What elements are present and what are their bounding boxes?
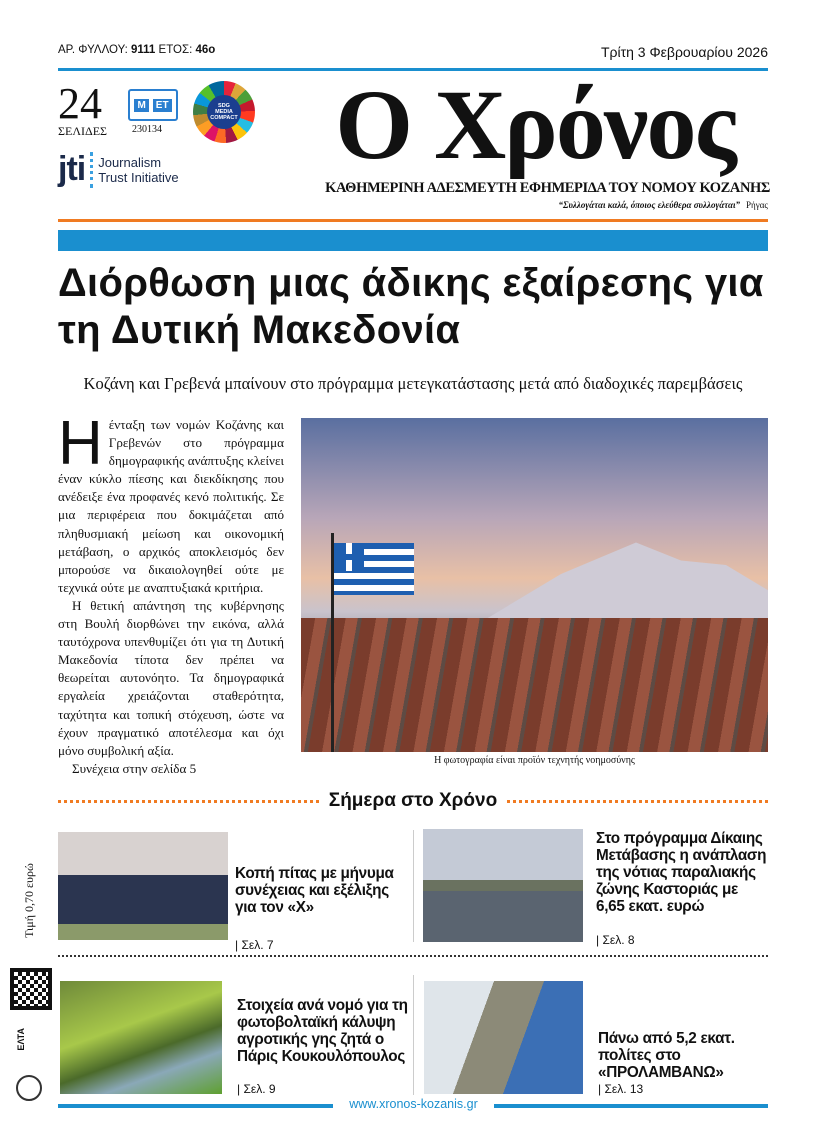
motto-text: “Συλλογάται καλά, όποιος ελεύθερα συλλογάται” [558, 200, 741, 210]
story-image[interactable] [423, 829, 583, 942]
pages-label: ΣΕΛΙΔΕΣ [58, 124, 108, 138]
jti-line2: Trust Initiative [98, 169, 179, 185]
story-image[interactable] [58, 832, 228, 940]
story-page: | Σελ. 9 [237, 1082, 276, 1096]
section-header [58, 790, 768, 812]
issue-label: ΑΡ. ΦΥΛΛΟΥ: [58, 44, 128, 56]
story-page: | Σελ. 13 [598, 1082, 644, 1096]
story-title[interactable]: Κοπή πίτας με μήνυμα συνέχειας και εξέλιξης για τον «Χ» [235, 865, 394, 916]
story-image[interactable] [424, 981, 583, 1094]
lead-headline[interactable]: Διόρθωση μιας άδικης εξαίρεσης για τη Δυτική Μακεδονία [58, 261, 764, 352]
met-number: 230134 [132, 124, 162, 135]
blue-band [58, 230, 768, 251]
column-divider [413, 975, 414, 1095]
jti-line1: Journalism [98, 154, 162, 170]
story-title[interactable]: Στο πρόγραμμα Δίκαιης Μετάβασης η ανάπλαση της νότιας παραλιακής ζώνης Καστοριάς με 6,65 εκατ. ευρώ [596, 830, 767, 915]
issue-info [58, 44, 215, 56]
jti-mark: jti [58, 150, 86, 188]
date: Τρίτη 3 Φεβρουαρίου 2026 [600, 44, 768, 60]
row-divider [58, 955, 768, 957]
motto [558, 200, 768, 210]
story-page: | Σελ. 7 [235, 938, 274, 952]
price [14, 855, 44, 945]
footer-line [58, 1104, 333, 1108]
tagline: ΚΑΘΗΜΕΡΙΝΗ ΑΔΕΣΜΕΥΤΗ ΕΦΗΜΕΡΙΔΑ ΤΟΥ ΝΟΜΟΥ ΚΟΖΑΝΗΣ [325, 180, 770, 196]
year-label: ΕΤΟΣ: [158, 44, 193, 56]
issue-number: 9111 [131, 44, 156, 56]
met-right: ΕΤ [153, 99, 172, 112]
sdg-line: COMPACT [210, 115, 238, 121]
continued-link[interactable]: Συνέχεια στην σελίδα 5 [72, 760, 197, 776]
story-title[interactable]: Πάνω από 5,2 εκατ. πολίτες στο «ΠΡΟΛΑΜΒΑΝΩ» [598, 1030, 735, 1081]
masthead: Ο Χρόνος [335, 69, 735, 180]
met-logo [128, 89, 178, 121]
seal-icon [16, 1075, 42, 1101]
jti-logo [58, 150, 179, 189]
footer-line [494, 1104, 768, 1108]
motto-author: Ρήγας [746, 200, 768, 210]
story-page: | Σελ. 8 [596, 933, 635, 947]
met-left: Μ [134, 99, 148, 112]
price-text: Τιμή 0,70 ευρώ [21, 862, 36, 938]
column-divider [413, 830, 414, 942]
year-value: 46ο [195, 44, 216, 56]
dropcap: Η [58, 409, 103, 478]
orange-divider [58, 219, 768, 222]
greek-flag [334, 543, 414, 595]
sdg-media-compact-logo [193, 81, 255, 143]
photo-caption: Η φωτογραφία είναι προϊόν τεχνητής νοημοσύνης [434, 755, 635, 766]
lead-subheadline: Κοζάνη και Γρεβενά μπαίνουν στο πρόγραμμα μετεγκατάστασης μετά από διαδοχικές παρεμβάσεις [83, 374, 743, 393]
pages-number: 24 [58, 79, 102, 128]
paragraph: ένταξη των νομών Κοζάνης και Γρεβενών στο πρόγραμμα δημογραφικής ανάπτυξης κλείνει έναν κύκλο πίεσης και διεκδίκησης που ανέδειξε ένα προφανές κενό πολιτικής. Σε μια περιφέρεια που δοκιμάζεται από πληθυσμιακή μείωση και οικονομική μετάβαση, ο αρχικός αποκλεισμός δεν μπορούσε να δικαιολογηθεί ούτε με τεχνικά ούτε με αναπτυξιακά κριτήρια. [58, 417, 284, 595]
lead-body [58, 409, 284, 778]
elta-logo: ΕΛΤΑ [16, 1028, 26, 1051]
website-link[interactable]: www.xronos-kozanis.gr [349, 1097, 478, 1111]
jti-divider [90, 152, 93, 188]
paragraph: Η θετική απάντηση της κυβέρνησης στη Βουλή διορθώνει την εικόνα, αλλά ταυτόχρονα υπενθυμίζει ότι για τη Δυτική Μακεδονία τίποτα δεν πρέπει να θεωρείται αυτονόητο. Τα δημογραφικά εργαλεία χρειάζονται σταθερότητα, ταχύτητα και τοπική στόχευση, ώστε να έχουν πραγματικό αποτέλεσμα και όχι μόνο συμβολική αξία. [58, 597, 284, 758]
qr-code-icon[interactable] [10, 968, 52, 1010]
lead-photo [301, 418, 768, 752]
section-title: Σήμερα στο Χρόνο [328, 790, 498, 811]
story-title[interactable]: Στοιχεία ανά νομό για τη φωτοβολταϊκή κάλυψη αγροτικής γης ζητά ο Πάρις Κουκουλόπουλος [237, 997, 408, 1065]
sdg-line: SDG [218, 103, 230, 109]
story-image[interactable] [60, 981, 222, 1094]
sdg-line: MEDIA [215, 109, 233, 115]
